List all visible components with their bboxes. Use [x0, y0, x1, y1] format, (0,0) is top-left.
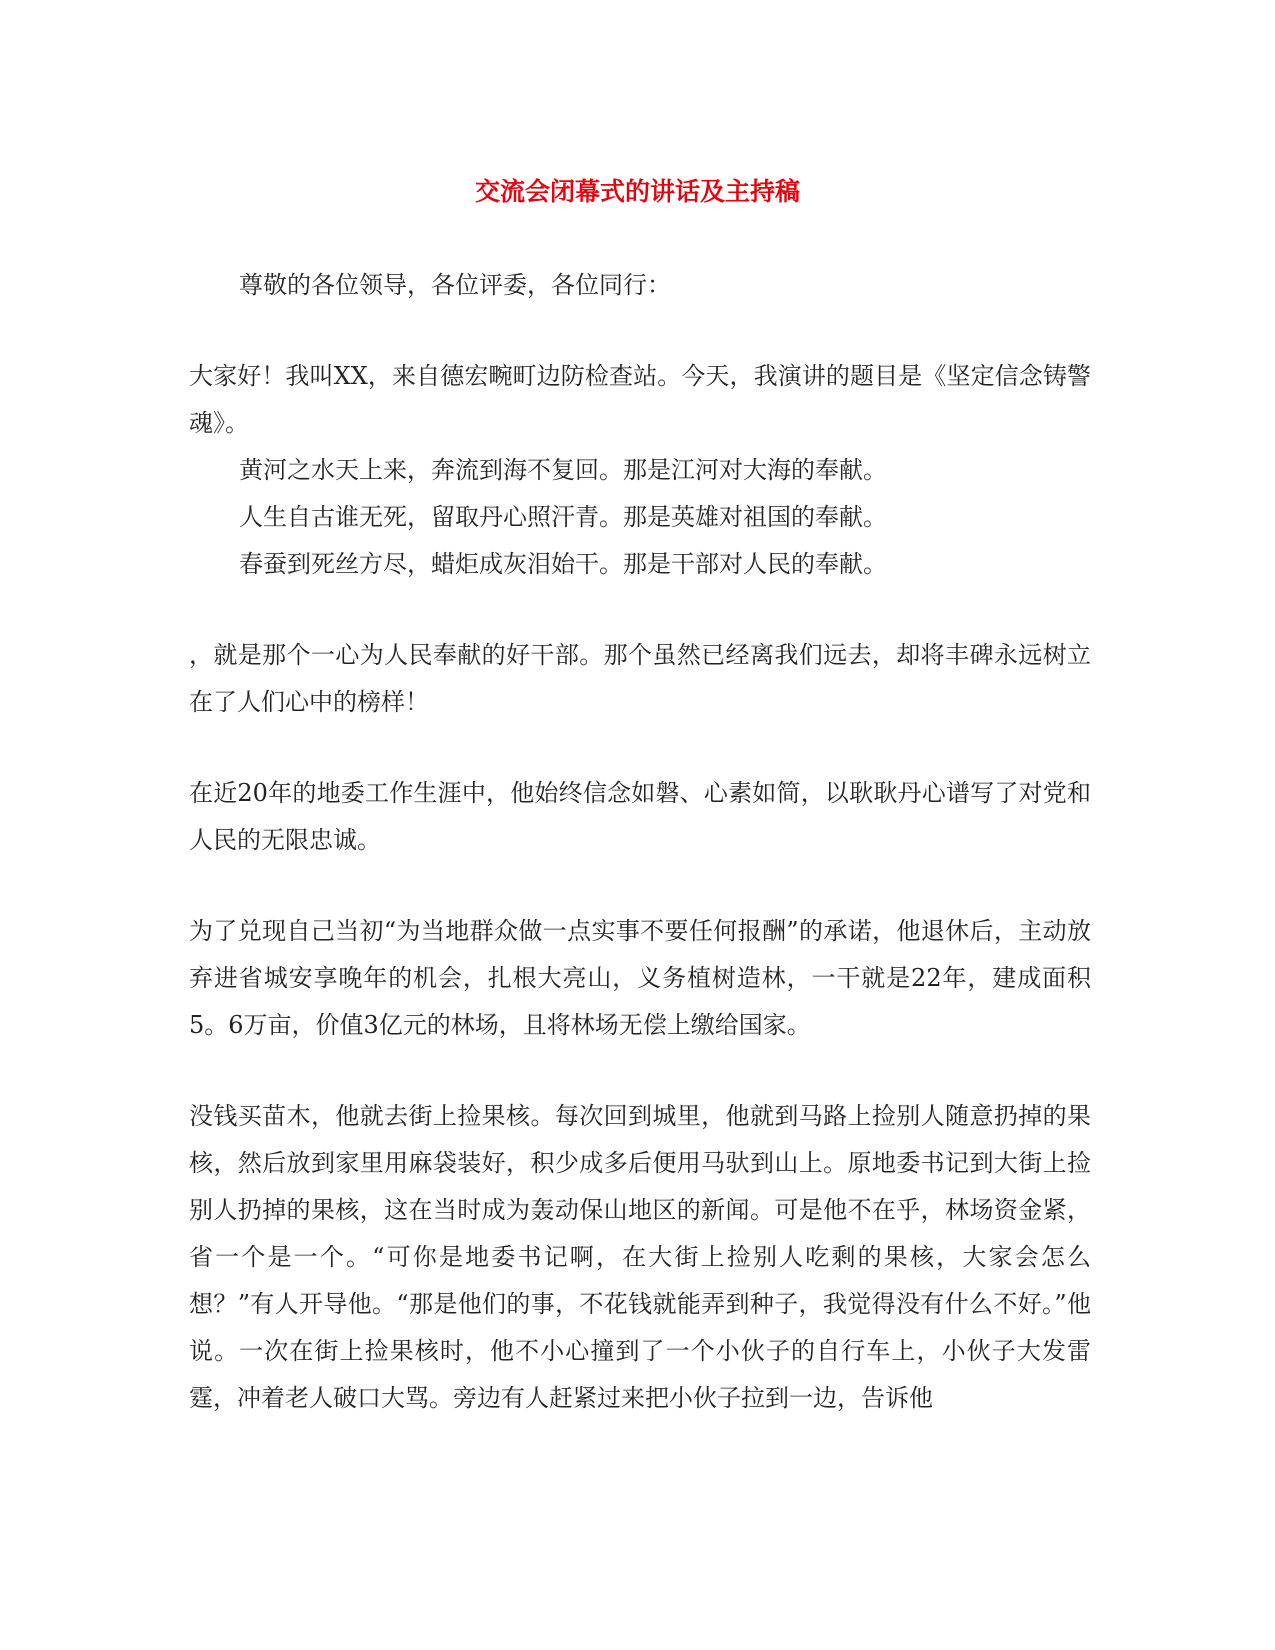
body-paragraph-3: 为了兑现自己当初“为当地群众做一点实事不要任何报酬”的承诺，他退休后，主动放弃进省城安享晚年的机会，扎根大亮山，义务植树造林，一干就是22年，建成面积5。6万亩，价值3亿元的林场，且将林场无偿上缴给国家。 [189, 917, 1091, 1039]
verse-paragraph-3: 春蚕到死丝方尽，蜡炬成灰泪始干。那是干部对人民的奉献。 [239, 550, 887, 578]
verse-paragraph-1: 黄河之水天上来，奔流到海不复回。那是江河对大海的奉献。 [239, 456, 887, 484]
document-title: 交流会闭幕式的讲话及主持稿 [474, 177, 800, 206]
body-paragraph-1: ，就是那个一心为人民奉献的好干部。那个虽然已经离我们远去，却将丰碑永远树立在了人们心中的榜样！ [189, 641, 1091, 716]
verse-paragraph-2: 人生自古谁无死，留取丹心照汗青。那是英雄对祖国的奉献。 [239, 503, 887, 531]
body-paragraph-2: 在近20年的地委工作生涯中，他始终信念如磐、心素如简，以耿耿丹心谱写了对党和人民的无限忠诚。 [189, 779, 1091, 854]
intro-paragraph: 大家好！我叫XX，来自德宏畹町边防检查站。今天，我演讲的题目是《坚定信念铸警魂》。 [189, 362, 1091, 437]
document-body [189, 262, 1091, 1422]
body-paragraph-4: 没钱买苗木，他就去街上捡果核。每次回到城里，他就到马路上捡别人随意扔掉的果核，然后放到家里用麻袋装好，积少成多后便用马驮到山上。原地委书记到大街上捡别人扔掉的果核，这在当时成为轰动保山地区的新闻。可是他不在乎，林场资金紧，省一个是一个。“可你是地委书记啊，在大街上捡别人吃剩的果核，大家会怎么想？”有人开导他。“那是他们的事，不花钱就能弄到种子，我觉得没有什么不好。”他说。一次在街上捡果核时，他不小心撞到了一个小伙子的自行车上，小伙子大发雷霆，冲着老人破口大骂。旁边有人赶紧过来把小伙子拉到一边，告诉他 [189, 1102, 1091, 1412]
salutation-paragraph: 尊敬的各位领导，各位评委，各位同行： [239, 271, 671, 299]
